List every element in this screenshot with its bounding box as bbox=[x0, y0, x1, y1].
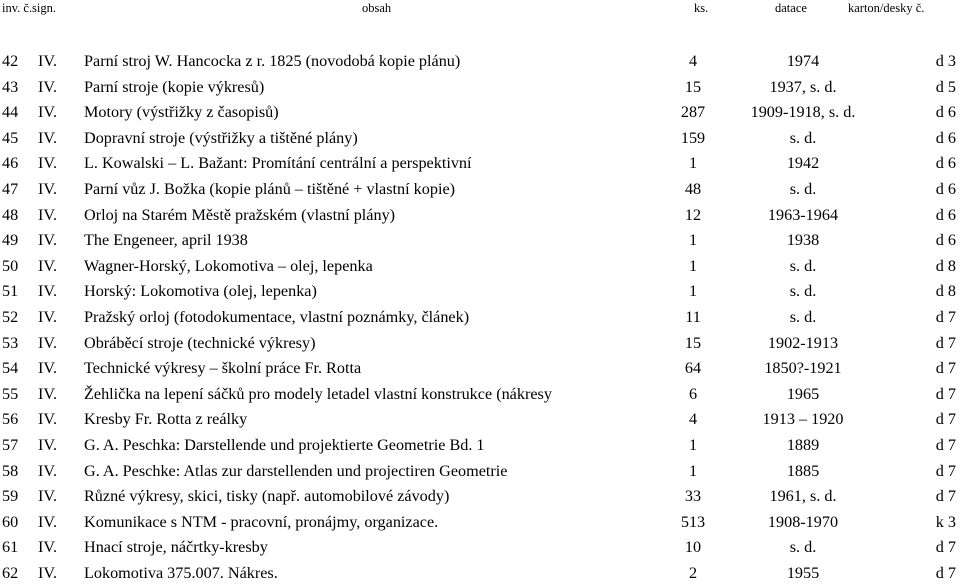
table-row bbox=[0, 177, 959, 203]
table-row bbox=[0, 459, 959, 485]
table-row bbox=[0, 100, 959, 126]
row-content: Orloj na Starém Městě pražském (vlastní plány) bbox=[84, 205, 396, 224]
row-number: 50 bbox=[2, 256, 19, 275]
row-box: d 7 bbox=[935, 410, 956, 429]
row-number: 51 bbox=[2, 282, 19, 301]
table-row bbox=[0, 228, 959, 254]
row-content: Kresby Fr. Rotta z reálky bbox=[84, 410, 248, 429]
row-signature: IV. bbox=[38, 410, 58, 429]
row-signature: IV. bbox=[38, 103, 58, 122]
row-date: 1885 bbox=[786, 461, 820, 480]
row-box: d 6 bbox=[935, 179, 956, 198]
row-date: 1942 bbox=[786, 154, 820, 173]
header-ks: ks. bbox=[694, 1, 709, 15]
row-count: 1 bbox=[688, 231, 698, 250]
row-box: d 7 bbox=[935, 435, 956, 454]
row-count: 1 bbox=[688, 282, 698, 301]
row-number: 43 bbox=[2, 77, 19, 96]
table-row bbox=[0, 356, 959, 382]
row-content: Wagner-Horský, Lokomotiva – olej, lepenka bbox=[84, 256, 373, 275]
row-content: Horský: Lokomotiva (olej, lepenka) bbox=[84, 282, 317, 301]
row-number: 55 bbox=[2, 384, 19, 403]
row-signature: IV. bbox=[38, 487, 58, 506]
row-signature: IV. bbox=[38, 205, 58, 224]
table-row bbox=[0, 561, 959, 586]
row-count: 4 bbox=[688, 410, 698, 429]
row-count: 1 bbox=[688, 154, 698, 173]
row-number: 48 bbox=[2, 205, 19, 224]
row-box: d 6 bbox=[935, 103, 956, 122]
table-header bbox=[0, 0, 959, 16]
row-signature: IV. bbox=[38, 461, 58, 480]
row-box: d 6 bbox=[935, 205, 956, 224]
row-content: Komunikace s NTM - pracovní, pronájmy, organizace. bbox=[84, 512, 439, 531]
row-content: Hnací stroje, náčrtky-kresby bbox=[84, 538, 268, 557]
row-count: 6 bbox=[688, 384, 698, 403]
header-obsah: obsah bbox=[362, 1, 392, 15]
row-number: 61 bbox=[2, 538, 19, 557]
table-row bbox=[0, 151, 959, 177]
row-signature: IV. bbox=[38, 52, 58, 70]
row-date: 1902-1913 bbox=[767, 333, 839, 352]
row-signature: IV. bbox=[38, 256, 58, 275]
table-row bbox=[0, 305, 959, 331]
row-number: 45 bbox=[2, 128, 19, 147]
row-date: s. d. bbox=[789, 307, 817, 326]
table-row bbox=[0, 484, 959, 510]
row-signature: IV. bbox=[38, 333, 58, 352]
row-signature: IV. bbox=[38, 384, 58, 403]
row-number: 49 bbox=[2, 231, 19, 250]
row-count: 287 bbox=[680, 103, 706, 122]
row-content: Parní vůz J. Božka (kopie plánů – tištěné + vlastní kopie) bbox=[84, 179, 456, 198]
row-number: 53 bbox=[2, 333, 19, 352]
row-number: 60 bbox=[2, 512, 19, 531]
row-date: 1937, s. d. bbox=[769, 77, 837, 96]
row-box: d 7 bbox=[935, 461, 956, 480]
row-box: d 7 bbox=[935, 384, 956, 403]
row-box: d 7 bbox=[935, 538, 956, 557]
row-date: 1955 bbox=[786, 563, 820, 582]
row-box: d 7 bbox=[935, 359, 956, 378]
row-date: 1963-1964 bbox=[767, 205, 839, 224]
row-content: Různé výkresy, skici, tisky (např. automobilové závody) bbox=[84, 487, 450, 506]
row-signature: IV. bbox=[38, 435, 58, 454]
table-row bbox=[0, 254, 959, 280]
row-content: The Engeneer, april 1938 bbox=[84, 231, 248, 250]
row-signature: IV. bbox=[38, 282, 58, 301]
row-signature: IV. bbox=[38, 512, 58, 531]
header-sign: sign. bbox=[32, 1, 56, 15]
row-number: 62 bbox=[2, 563, 19, 582]
row-count: 1 bbox=[688, 461, 698, 480]
row-signature: IV. bbox=[38, 128, 58, 147]
row-box: d 7 bbox=[935, 563, 956, 582]
row-number: 58 bbox=[2, 461, 19, 480]
row-count: 513 bbox=[680, 512, 706, 531]
row-date: s. d. bbox=[789, 179, 817, 198]
row-date: 1938 bbox=[786, 231, 820, 250]
row-count: 1 bbox=[688, 435, 698, 454]
row-count: 64 bbox=[684, 359, 702, 378]
row-count: 12 bbox=[684, 205, 702, 224]
row-content: Žehlička na lepení sáčků pro modely letadel vlastní konstrukce (nákresy bbox=[84, 384, 552, 403]
row-box: d 6 bbox=[935, 231, 956, 250]
row-box: d 6 bbox=[935, 128, 956, 147]
row-box: d 7 bbox=[935, 333, 956, 352]
row-date: s. d. bbox=[789, 538, 817, 557]
row-signature: IV. bbox=[38, 307, 58, 326]
row-date: 1889 bbox=[786, 435, 820, 454]
row-date: s. d. bbox=[789, 282, 817, 301]
row-box: k 3 bbox=[935, 512, 956, 531]
row-number: 44 bbox=[2, 103, 19, 122]
row-content: Lokomotiva 375.007. Nákres. bbox=[84, 563, 278, 582]
row-number: 56 bbox=[2, 410, 19, 429]
row-box: d 6 bbox=[935, 154, 956, 173]
row-content: L. Kowalski – L. Bažant: Promítání centrální a perspektivní bbox=[84, 154, 472, 173]
row-count: 1 bbox=[688, 256, 698, 275]
row-content: Obráběcí stroje (technické výkresy) bbox=[84, 333, 316, 352]
row-signature: IV. bbox=[38, 359, 58, 378]
row-signature: IV. bbox=[38, 154, 58, 173]
header-karton: karton/desky č. bbox=[848, 1, 925, 15]
row-number: 46 bbox=[2, 154, 19, 173]
table-row bbox=[0, 510, 959, 536]
row-date: 1965 bbox=[786, 384, 820, 403]
table-row bbox=[0, 126, 959, 152]
row-content: Parní stroj W. Hancocka z r. 1825 (novodobá kopie plánu) bbox=[84, 52, 461, 70]
row-date: 1974 bbox=[786, 52, 820, 70]
table-row bbox=[0, 49, 959, 75]
row-box: d 3 bbox=[935, 52, 956, 70]
header-inv: inv. č. bbox=[2, 1, 33, 15]
row-box: d 8 bbox=[935, 256, 956, 275]
row-content: Motory (výstřižky z časopisů) bbox=[84, 103, 279, 122]
row-box: d 7 bbox=[935, 307, 956, 326]
row-signature: IV. bbox=[38, 179, 58, 198]
row-signature: IV. bbox=[38, 77, 58, 96]
row-count: 4 bbox=[688, 52, 698, 70]
row-content: Technické výkresy – školní práce Fr. Rotta bbox=[84, 359, 362, 378]
table-row bbox=[0, 75, 959, 101]
row-content: Dopravní stroje (výstřižky a tištěné plány) bbox=[84, 128, 358, 147]
row-number: 59 bbox=[2, 487, 19, 506]
row-count: 2 bbox=[688, 563, 698, 582]
table-row bbox=[0, 331, 959, 357]
row-count: 33 bbox=[684, 487, 702, 506]
row-count: 15 bbox=[684, 333, 702, 352]
row-box: d 8 bbox=[935, 282, 956, 301]
row-number: 47 bbox=[2, 179, 19, 198]
row-signature: IV. bbox=[38, 231, 58, 250]
row-box: d 7 bbox=[935, 487, 956, 506]
row-date: s. d. bbox=[789, 256, 817, 275]
row-box: d 5 bbox=[935, 77, 956, 96]
row-date: s. d. bbox=[789, 128, 817, 147]
row-date: 1909-1918, s. d. bbox=[750, 103, 856, 122]
table-row bbox=[0, 433, 959, 459]
row-count: 11 bbox=[685, 307, 701, 326]
table-row bbox=[0, 535, 959, 561]
header-datace: datace bbox=[775, 1, 807, 15]
row-count: 159 bbox=[680, 128, 706, 147]
row-number: 42 bbox=[2, 52, 19, 70]
row-content: Parní stroje (kopie výkresů) bbox=[84, 77, 265, 96]
row-content: G. A. Peschka: Darstellende und projektierte Geometrie Bd. 1 bbox=[84, 435, 485, 454]
row-date: 1850?-1921 bbox=[764, 359, 842, 378]
table-row bbox=[0, 279, 959, 305]
row-number: 54 bbox=[2, 359, 19, 378]
row-date: 1961, s. d. bbox=[769, 487, 837, 506]
row-count: 15 bbox=[684, 77, 702, 96]
row-content: Pražský orloj (fotodokumentace, vlastní poznámky, článek) bbox=[84, 307, 470, 326]
row-signature: IV. bbox=[38, 563, 58, 582]
row-count: 48 bbox=[684, 179, 702, 198]
table-row bbox=[0, 203, 959, 229]
table-row bbox=[0, 382, 959, 408]
row-count: 10 bbox=[684, 538, 702, 557]
row-signature: IV. bbox=[38, 538, 58, 557]
row-date: 1913 – 1920 bbox=[762, 410, 844, 429]
row-number: 57 bbox=[2, 435, 19, 454]
table-row bbox=[0, 407, 959, 433]
inventory-table bbox=[0, 49, 959, 586]
row-number: 52 bbox=[2, 307, 19, 326]
row-date: 1908-1970 bbox=[767, 512, 839, 531]
row-content: G. A. Peschke: Atlas zur darstellenden und projectiren Geometrie bbox=[84, 461, 508, 480]
